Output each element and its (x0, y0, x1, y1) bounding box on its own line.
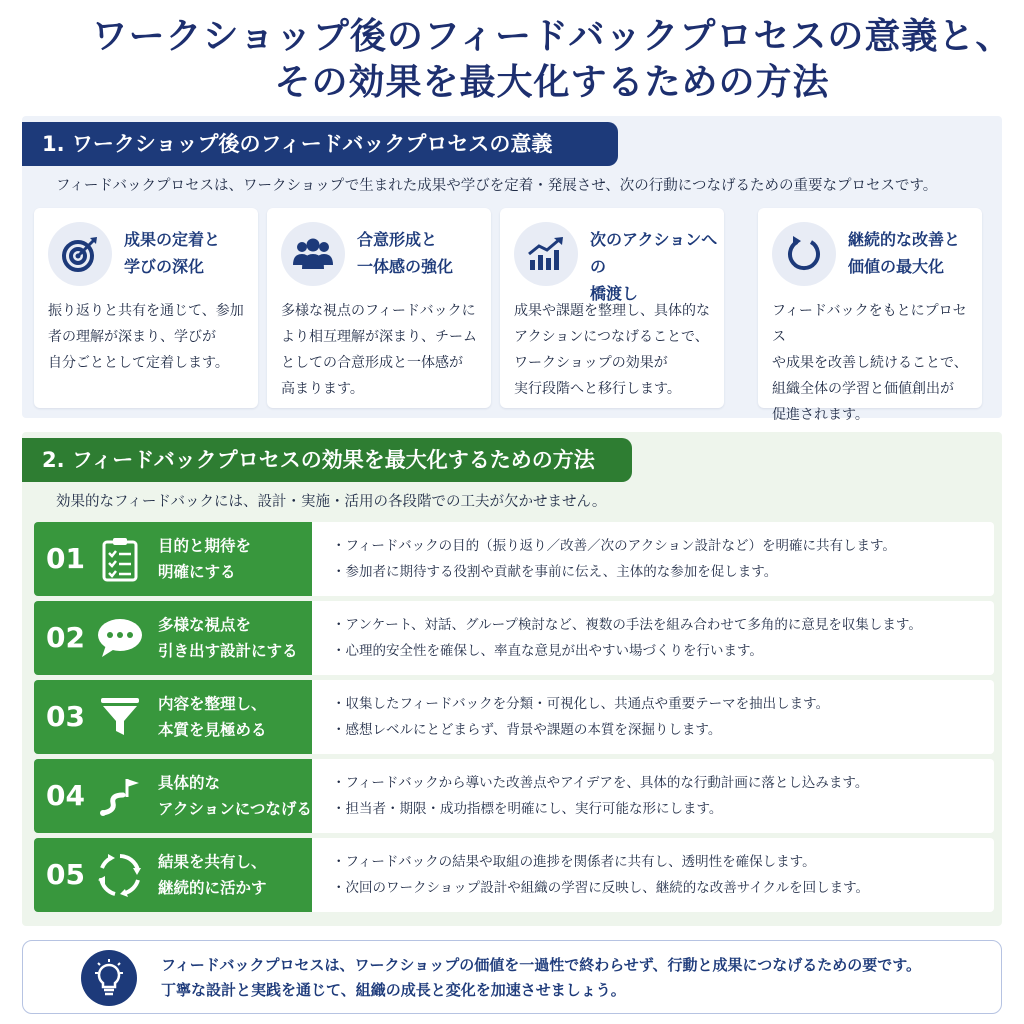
step-details: ・収集したフィードバックを分類・可視化し、共通点や重要テーマを抽出します。 ・感想レベルにとどまらず、背景や課題の本質を深掘りします。 (312, 680, 994, 754)
checklist-icon (96, 534, 144, 584)
funnel-icon (96, 692, 144, 742)
card-continuous-improvement (758, 208, 982, 423)
summary-text: フィードバックプロセスは、ワークショップの価値を一過性で終わらせず、行動と成果につなげるための要です。 丁寧な設計と実践を通じて、組織の成長と変化を加速させましょう。 (161, 956, 922, 999)
step-number: 02 (46, 621, 85, 654)
group-icon (281, 222, 345, 286)
step-title: 多様な視点を 引き出す設計にする (158, 616, 298, 660)
step-row (34, 522, 994, 596)
card-body: 多様な視点のフィードバックに より相互理解が深まり、チーム としての合意形成と一体感が 高まります。 (281, 303, 477, 397)
step-row (34, 759, 994, 833)
title-line-1: ワークショップ後のフィードバックプロセスの意義と、 (91, 16, 1013, 57)
step-row (34, 680, 994, 754)
step-title: 内容を整理し、 本質を見極める (158, 695, 267, 739)
chat-bubble-icon (96, 613, 144, 663)
step-number: 03 (46, 700, 85, 733)
card-body: 振り返りと共有を通じて、参加 者の理解が深まり、学びが 自分ごととして定着します。 (48, 303, 244, 371)
step-number: 04 (46, 779, 85, 812)
step-details: ・アンケート、対話、グループ検討など、複数の手法を組み合わせて多角的に意見を収集します。 ・心理的安全性を確保し、率直な意見が出やすい場づくりを行います。 (312, 601, 994, 675)
step-title: 具体的な アクションにつなげる (158, 774, 312, 818)
step-row (34, 838, 994, 912)
section2-heading: 2. フィードバックプロセスの効果を最大化するための方法 (22, 438, 632, 482)
lightbulb-icon (81, 950, 137, 1006)
card-title: 次のアクションへの 橋渡し (590, 230, 718, 303)
card-consensus (267, 208, 491, 408)
step-row (34, 601, 994, 675)
step-number: 05 (46, 858, 85, 891)
growth-chart-icon (514, 222, 578, 286)
section-significance (22, 116, 1002, 423)
step-title: 結果を共有し、 継続的に活かす (158, 853, 267, 897)
card-result-retention (34, 208, 258, 408)
card-title: 成果の定着と 学びの深化 (124, 230, 221, 276)
step-details: ・フィードバックの結果や取組の進捗を関係者に共有し、透明性を確保します。 ・次回のワークショップ設計や組織の学習に反映し、継続的な改善サイクルを回します。 (312, 838, 994, 912)
section-methods (22, 432, 1002, 926)
path-flag-icon (96, 771, 144, 821)
section2-intro: 効果的なフィードバックには、設計・実施・活用の各段階での工夫が欠かせません。 (56, 494, 607, 510)
section1-intro: フィードバックプロセスは、ワークショップで生まれた成果や学びを定着・発展させ、次の行動につなげるための重要なプロセスです。 (56, 178, 938, 194)
summary-box (22, 940, 1002, 1014)
target-icon (48, 222, 112, 286)
card-title: 継続的な改善と 価値の最大化 (848, 230, 961, 276)
cycle-icon (96, 850, 144, 900)
title-line-2: その効果を最大化するための方法 (274, 62, 830, 103)
card-title: 合意形成と 一体感の強化 (357, 230, 454, 276)
step-number: 01 (46, 542, 85, 575)
page-title (0, 14, 1024, 106)
step-title: 目的と期待を 明確にする (158, 537, 252, 581)
section1-heading: 1. ワークショップ後のフィードバックプロセスの意義 (22, 122, 618, 166)
card-body: 成果や課題を整理し、具体的な アクションにつなげることで、 ワークショップの効果が 実行段階へと移行します。 (514, 303, 710, 397)
step-details: ・フィードバックの目的（振り返り／改善／次のアクション設計など）を明確に共有します。 ・参加者に期待する役割や貢献を事前に伝え、主体的な参加を促します。 (312, 522, 994, 596)
cycle-arrow-icon (772, 222, 836, 286)
card-body: フィードバックをもとにプロセス や成果を改善し続けることで、 組織全体の学習と価値創出が 促進されます。 (772, 303, 968, 423)
card-next-action (500, 208, 724, 408)
step-details: ・フィードバックから導いた改善点やアイデアを、具体的な行動計画に落とし込みます。 ・担当者・期限・成功指標を明確にし、実行可能な形にします。 (312, 759, 994, 833)
